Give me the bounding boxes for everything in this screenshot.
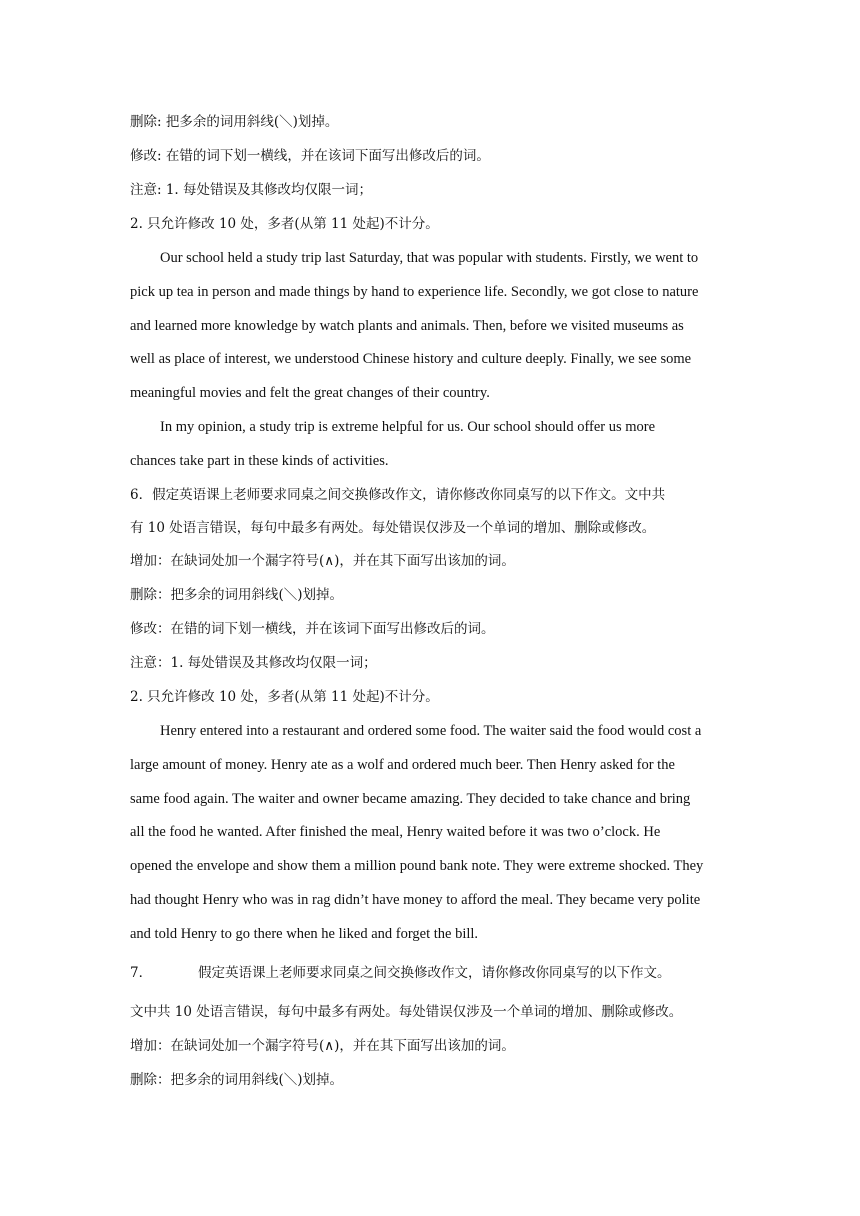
note-one: 注意: 1. 每处错误及其修改均仅限一词； — [130, 182, 373, 198]
rule-modify: 修改: 在错的词下划一横线，并在该词下面写出修改后的词。 — [130, 148, 490, 164]
q6-instruction-line2: 有 10 处语言错误，每句中最多有两处。每处错误仅涉及一个单词的增加、删除或修改。 — [130, 520, 656, 536]
passage-line: and told Henry to go there when he liked and forget the bill. — [130, 926, 479, 942]
passage-line: well as place of interest, we understood Chinese history and culture deeply. Finally, we see some — [130, 351, 692, 367]
q7-rule-add: 增加：在缺词处加一个漏字符号(∧)，并在其下面写出该加的词。 — [130, 1038, 515, 1054]
passage-line: chances take part in these kinds of activities. — [130, 453, 389, 469]
note-two: 2. 只允许修改 10 处，多者(从第 11 处起)不计分。 — [130, 216, 439, 232]
passage-line: Henry entered into a restaurant and ordered some food. The waiter said the food would cost a — [160, 723, 702, 739]
q6-instruction-line1: 6．假定英语课上老师要求同桌之间交换修改作文，请你修改你同桌写的以下作文。文中共 — [130, 487, 666, 503]
q6-rule-modify: 修改：在错的词下划一横线，并在该词下面写出修改后的词。 — [130, 621, 495, 637]
passage-line: pick up tea in person and made things by hand to experience life. Secondly, we got close to nature — [130, 284, 699, 300]
q7-number: 7． — [130, 965, 153, 981]
q6-rule-delete: 删除：把多余的词用斜线(＼)划掉。 — [130, 587, 344, 603]
passage-line: large amount of money. Henry ate as a wolf and ordered much beer. Then Henry asked for the — [130, 757, 675, 773]
passage-line: same food again. The waiter and owner became amazing. They decided to take chance and bring — [130, 791, 691, 807]
q6-note-two: 2. 只允许修改 10 处，多者(从第 11 处起)不计分。 — [130, 689, 439, 705]
passage-line: and learned more knowledge by watch plants and animals. Then, before we visited museums as — [130, 318, 684, 334]
passage-line: In my opinion, a study trip is extreme helpful for us. Our school should offer us more — [160, 419, 656, 435]
q7-instruction-line2: 文中共 10 处语言错误，每句中最多有两处。每处错误仅涉及一个单词的增加、删除或修改。 — [130, 1004, 683, 1020]
passage-line: all the food he wanted. After finished the meal, Henry waited before it was two o’clock. He — [130, 824, 661, 840]
passage-line: had thought Henry who was in rag didn’t have money to afford the meal. They became very polite — [130, 892, 701, 908]
q6-note-one: 注意：1. 每处错误及其修改均仅限一词； — [130, 655, 377, 671]
passage-line: Our school held a study trip last Saturday, that was popular with students. Firstly, we went to — [160, 250, 699, 266]
q7-rule-delete: 删除：把多余的词用斜线(＼)划掉。 — [130, 1072, 344, 1088]
q6-rule-add: 增加：在缺词处加一个漏字符号(∧)，并在其下面写出该加的词。 — [130, 553, 515, 569]
q7-instruction-line1: 假定英语课上老师要求同桌之间交换修改作文，请你修改你同桌写的以下作文。 — [198, 965, 671, 981]
passage-line: meaningful movies and felt the great changes of their country. — [130, 385, 490, 401]
passage-line: opened the envelope and show them a million pound bank note. They were extreme shocked. They — [130, 858, 704, 874]
rule-delete: 删除: 把多余的词用斜线(＼)划掉。 — [130, 114, 339, 130]
